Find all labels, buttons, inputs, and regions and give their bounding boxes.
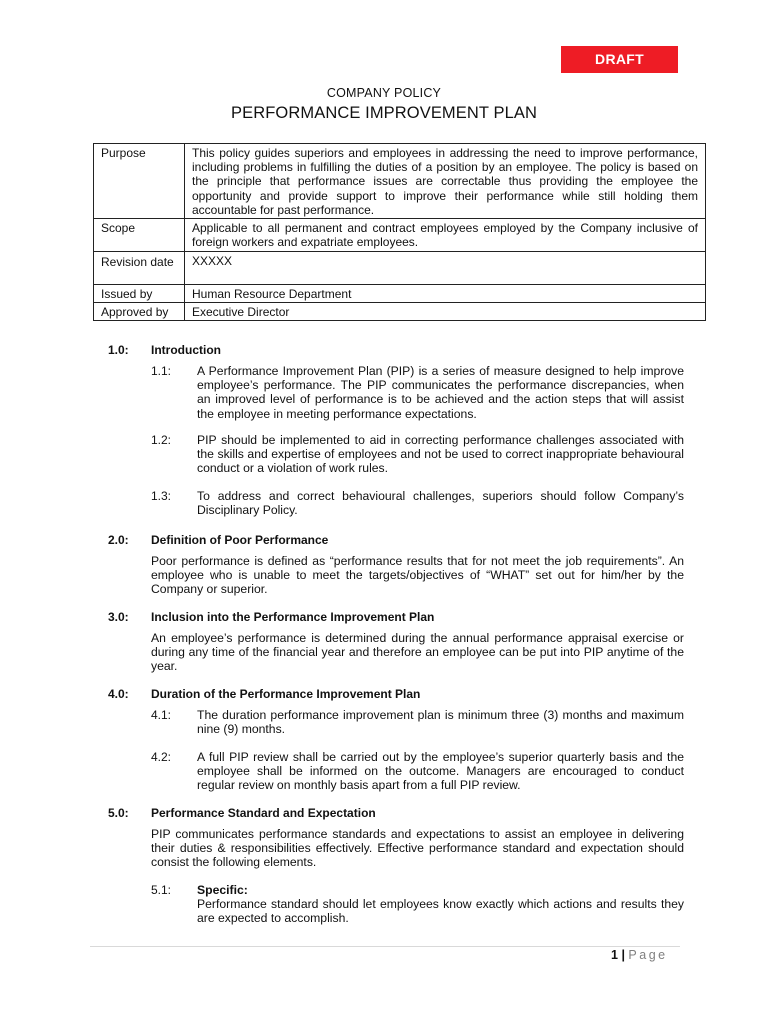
item-text: A Performance Improvement Plan (PIP) is a series of measure designed to help improve employee’s performance. The PIP communicates the performance discrepancies, when an improved level of performance is to be achieved and the action steps that will assist the employee in meeting performance expectations. [197,364,684,421]
item-number: 5.1: [151,883,172,897]
revision-label: Revision date [94,252,185,285]
item-text: A full PIP review shall be carried out by the employee’s superior quarterly basis and the employee shall be informed on the outcome. Managers are encouraged to conduct regular review on monthly basis apart from a full PIP review. [197,750,684,793]
table-row [94,303,706,321]
item-number: 4.1: [151,708,172,722]
item-heading: Specific: [197,883,248,897]
approved-value: Executive Director [185,303,706,321]
item-number: 1.3: [151,489,172,503]
item-text: To address and correct behavioural challenges, superiors should follow Company’s Disciplinary Policy. [197,489,684,518]
page-number: 1 [611,948,618,962]
issued-label: Issued by [94,285,185,303]
item-number: 4.2: [151,750,172,764]
section-text: PIP communicates performance standards and expectations to assist an employee in delivering their duties & responsibilities effectively. Effective performance standard and expectation should consist the following elements. [151,827,684,870]
document-title: PERFORMANCE IMPROVEMENT PLAN [231,104,537,122]
item-number: 1.2: [151,433,172,447]
table-row [94,252,706,285]
policy-label: COMPANY POLICY [326,86,442,100]
policy-meta-table [93,143,706,321]
section-number: 3.0: [108,610,129,624]
item-block [197,883,684,926]
section-title: Introduction [151,343,221,357]
section-title: Duration of the Performance Improvement Plan [151,687,421,701]
section-text: Poor performance is defined as “performance results that for not meet the job requirements”. An employee who is unable to meet the targets/objectives of “WHAT” set out for him/her by the Company or superior. [151,554,684,597]
page-footer [611,948,668,962]
item-number: 1.1: [151,364,172,378]
purpose-label: Purpose [94,144,185,219]
section-title: Definition of Poor Performance [151,533,329,547]
section-number: 5.0: [108,806,129,820]
revision-value: XXXXX [185,252,706,285]
issued-value: Human Resource Department [185,285,706,303]
footer-divider [90,946,680,947]
section-title: Performance Standard and Expectation [151,806,376,820]
item-text: The duration performance improvement plan is minimum three (3) months and maximum nine (9) months. [197,708,684,737]
item-text: Performance standard should let employees know exactly which actions and results they are expected to accomplish. [197,897,684,926]
section-text: An employee’s performance is determined during the annual performance appraisal exercise or during any time of the financial year and therefore an employee can be put into PIP anytime of the year. [151,631,684,674]
scope-label: Scope [94,219,185,252]
page-separator: | [621,948,625,962]
approved-label: Approved by [94,303,185,321]
scope-value: Applicable to all permanent and contract employees employed by the Company inclusive of foreign workers and expatriate employees. [185,219,706,252]
table-row [94,219,706,252]
table-row [94,285,706,303]
purpose-value: This policy guides superiors and employees in addressing the need to improve performance, including problems in fulfilling the duties of a position by an employee. The policy is based on the principle that performance issues are correctable thus providing the employee the opportunity and provide support to improve their performance while still holding them accountable for past performance. [185,144,706,219]
table-row [94,144,706,219]
item-text: PIP should be implemented to aid in correcting performance challenges associated with the skills and expertise of employees and not be used to correct inappropriate behavioural conduct or a violation of work rules. [197,433,684,476]
section-title: Inclusion into the Performance Improvement Plan [151,610,435,624]
section-number: 1.0: [108,343,129,357]
section-number: 4.0: [108,687,129,701]
section-number: 2.0: [108,533,129,547]
page-word: Page [628,948,668,962]
draft-badge: DRAFT [561,46,678,73]
